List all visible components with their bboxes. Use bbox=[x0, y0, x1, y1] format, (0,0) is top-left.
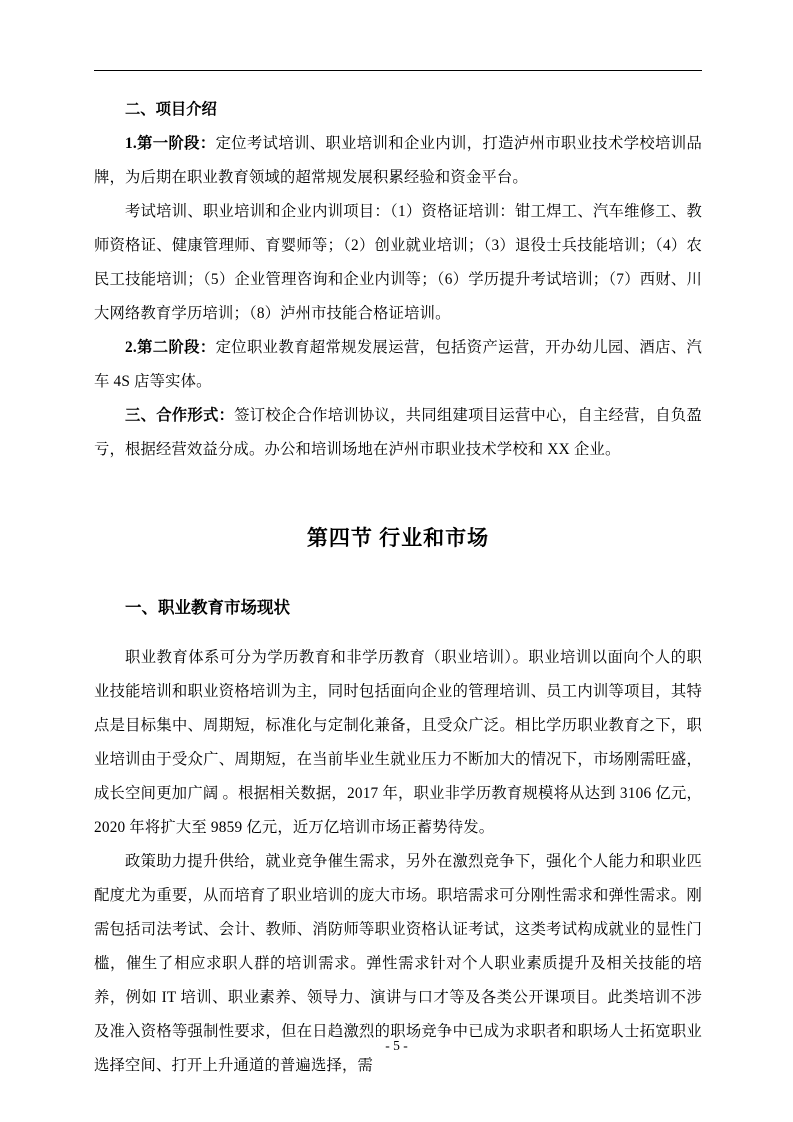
lead-in-text: 1.第一阶段： bbox=[125, 135, 216, 152]
paragraph-phase-one: 1.第一阶段：定位考试培训、职业培训和企业内训，打造泸州市职业技术学校培训品牌，为后期在职业教育领域的超常规发展积累经验和资金平台。 bbox=[94, 135, 703, 186]
paragraph-policy-demand: 政策助力提升供给，就业竞争催生需求，另外在激烈竞争下，强化个人能力和职业匹配度尤为重要，从而培育了职业培训的庞大市场。职培需求可分刚性需求和弹性需求。刚需包括司法考试、会计、教师、消防师等职业资格认证考试，这类考试构成就业的显性门槛，催生了相应求职人群的培训需求。弹性需求针对个人职业素质提升及相关技能的培养，例如 IT 培训、职业素养、领导力、演讲与口才等及各类公开课项目。此类培训不涉及准入资格等强制性要求，但在日趋激烈的职场竞争中已成为求职者和职场人士拓宽职业选择空间、打开上升通道的普遍选择，需 bbox=[94, 853, 702, 1074]
paragraph-phase-two: 2.第二阶段：定位职业教育超常规发展运营，包括资产运营，开办幼儿园、酒店、汽车 4S 店等实体。 bbox=[94, 339, 703, 390]
lead-in-text: 三、合作形式： bbox=[125, 407, 235, 424]
page-number: - 5 - bbox=[385, 1038, 408, 1053]
heading-project-intro: 二、项目介绍 bbox=[125, 101, 217, 118]
paragraph-cooperation-form: 三、合作形式：签订校企合作培训协议，共同组建项目运营中心，自主经营，自负盈亏，根据经营效益分成。办公和培训场地在泸州市职业技术学校和 XX 企业。 bbox=[94, 407, 702, 458]
paragraph-market-overview: 职业教育体系可分为学历教育和非学历教育（职业培训）。职业培训以面向个人的职业技能培训和职业资格培训为主，同时包括面向企业的管理培训、员工内训等项目，其特点是目标集中、周期短，标准化与定制化兼备，且受众广泛。相比学历职业教育之下，职业培训由于受众广、周期短，在当前毕业生就业压力不断加大的情况下，市场刚需旺盛，成长空间更加广阔 。根据相关数据，2017 年，职业非学历教育规模将从达到 3106 亿元，2020 年将扩大至 9859 亿元，近万亿培训市场正蓄势待发。 bbox=[94, 649, 702, 836]
paragraph-project-list: 考试培训、职业培训和企业内训项目：（1）资格证培训：钳工焊工、汽车维修工、教师资格证、健康管理师、育婴师等；（2）创业就业培训；（3）退役士兵技能培训；（4）农民工技能培训；（5）企业管理咨询和企业内训等；（6）学历提升考试培训；（7）西财、川大网络教育学历培训；（8）泸州市技能合格证培训。 bbox=[94, 203, 702, 322]
header-rule bbox=[94, 70, 702, 71]
spacer-before-section bbox=[94, 467, 702, 521]
spacer-after-subsection bbox=[94, 625, 702, 641]
section-title: 第四节 行业和市场 bbox=[306, 526, 490, 550]
page-content bbox=[94, 70, 702, 1083]
subsection-title: 一、职业教育市场现状 bbox=[125, 598, 290, 617]
spacer-after-section bbox=[94, 555, 702, 591]
lead-in-text: 2.第二阶段： bbox=[125, 339, 216, 356]
